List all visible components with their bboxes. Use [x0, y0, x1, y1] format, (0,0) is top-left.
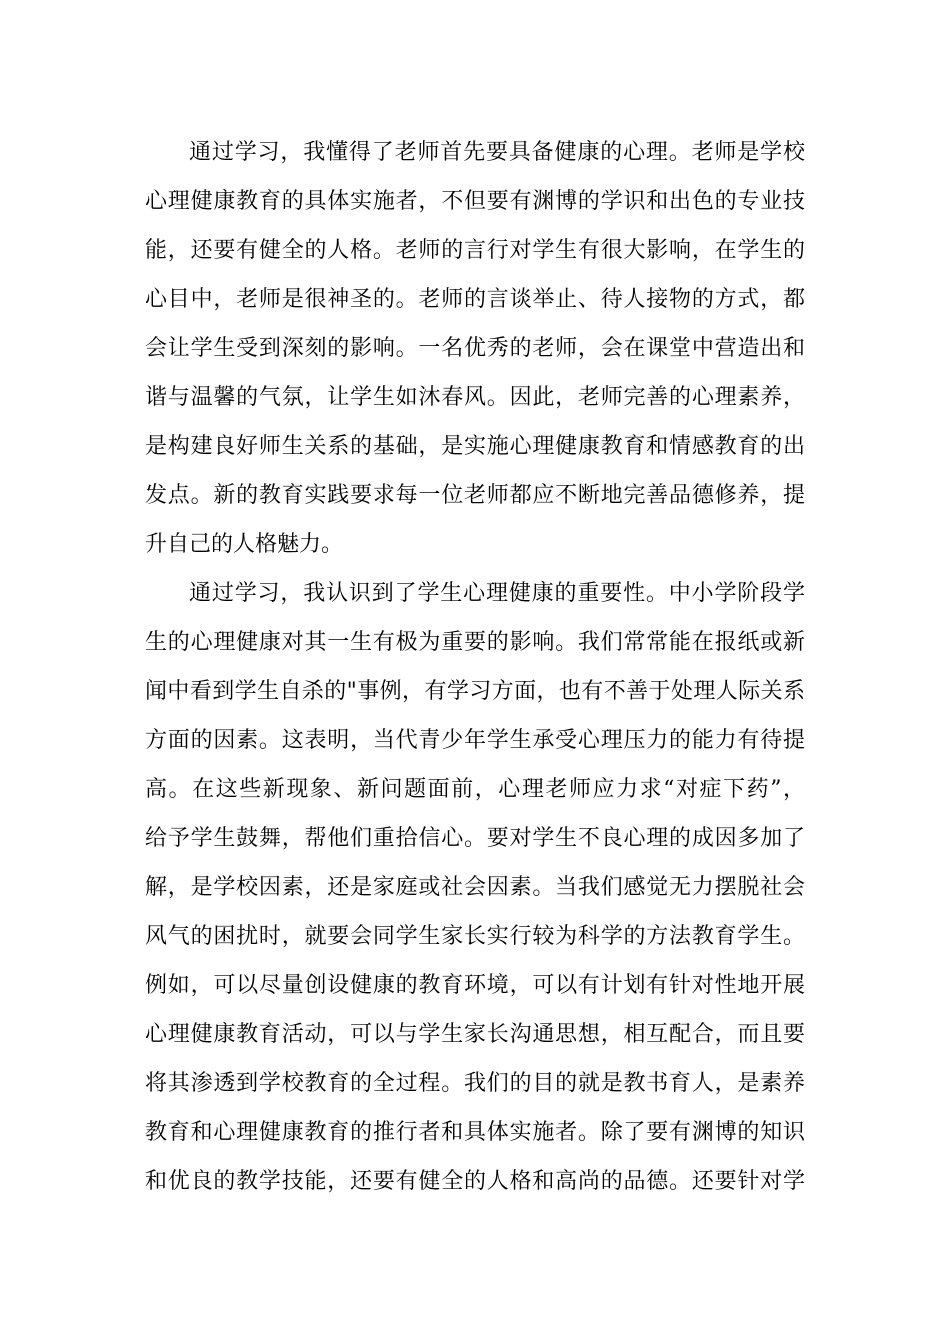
text-line: 风气的困扰时，就要会同学生家长实行较为科学的方法教育学生。: [145, 924, 805, 949]
text-line: 谐与温馨的气氛，让学生如沐春风。因此，老师完善的心理素养，: [145, 385, 805, 410]
text-line: 闻中看到学生自杀的"事例，有学习方面，也有不善于处理人际关系: [145, 679, 805, 704]
text-line: 通过学习，我懂得了老师首先要具备健康的心理。老师是学校: [189, 140, 805, 165]
paragraph-2: [145, 569, 805, 1206]
text-line: 通过学习，我认识到了学生心理健康的重要性。中小学阶段学: [189, 581, 805, 606]
text-line: 将其渗透到学校教育的全过程。我们的目的就是教书育人，是素养: [145, 1071, 805, 1096]
text-line: 心理健康教育的具体实施者，不但要有渊博的学识和出色的专业技: [145, 189, 805, 214]
text-line: 是构建良好师生关系的基础，是实施心理健康教育和情感教育的出: [145, 434, 805, 459]
text-line: 心目中，老师是很神圣的。老师的言谈举止、待人接物的方式，都: [145, 287, 805, 312]
text-line: 能，还要有健全的人格。老师的言行对学生有很大影响，在学生的: [145, 238, 805, 263]
paragraph-1: [145, 128, 805, 569]
document-body: [145, 128, 805, 1206]
text-line: 心理健康教育活动，可以与学生家长沟通思想，相互配合，而且要: [145, 1022, 805, 1047]
text-line: 和优良的教学技能，还要有健全的人格和高尚的品德。还要针对学: [145, 1169, 805, 1194]
text-line: 高。在这些新现象、新问题面前，心理老师应力求“对症下药”，: [145, 777, 805, 802]
text-line: 生的心理健康对其一生有极为重要的影响。我们常常能在报纸或新: [145, 630, 805, 655]
text-line: 升自己的人格魅力。: [145, 532, 344, 557]
text-line: 方面的因素。这表明，当代青少年学生承受心理压力的能力有待提: [145, 728, 805, 753]
text-line: 会让学生受到深刻的影响。一名优秀的老师，会在课堂中营造出和: [145, 336, 805, 361]
text-line: 解，是学校因素，还是家庭或社会因素。当我们感觉无力摆脱社会: [145, 875, 805, 900]
text-line: 教育和心理健康教育的推行者和具体实施者。除了要有渊博的知识: [145, 1120, 805, 1145]
text-line: 发点。新的教育实践要求每一位老师都应不断地完善品德修养，提: [145, 483, 805, 508]
text-line: 给予学生鼓舞，帮他们重拾信心。要对学生不良心理的成因多加了: [145, 826, 805, 851]
text-line: 例如，可以尽量创设健康的教育环境，可以有计划有针对性地开展: [145, 973, 805, 998]
